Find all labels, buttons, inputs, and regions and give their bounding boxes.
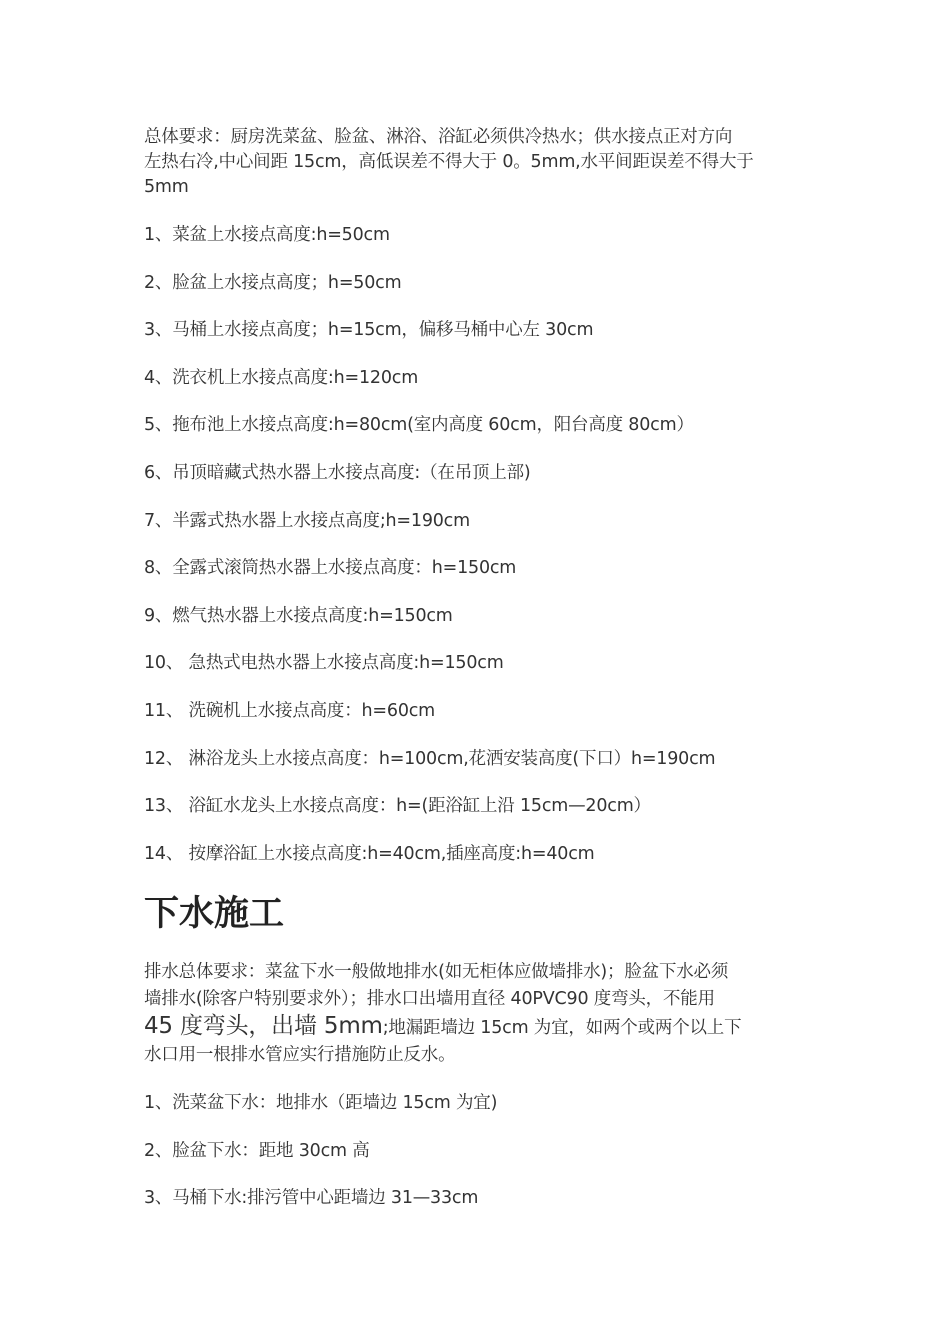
drain-item: 3、马桶下水:排污管中心距墙边 31—33cm — [144, 1188, 479, 1208]
supply-intro-paragraph — [144, 125, 814, 200]
section-heading: 下水施工 — [144, 894, 285, 934]
drain-item: 1、洗菜盆下水：地排水（距墙边 15cm 为宜) — [144, 1093, 498, 1113]
supply-item: 3、马桶上水接点高度；h=15cm，偏移马桶中心左 30cm — [144, 320, 594, 340]
drain-intro-text: ;地漏距墙边 15cm 为宜，如两个或两个以上下 — [382, 1018, 742, 1038]
supply-item: 2、脸盆上水接点高度；h=50cm — [144, 273, 402, 293]
supply-item: 14、 按摩浴缸上水接点高度:h=40cm,插座高度:h=40cm — [144, 844, 595, 864]
supply-item: 5、拖布池上水接点高度:h=80cm(室内高度 60cm，阳台高度 80cm） — [144, 415, 694, 435]
supply-item: 1、菜盆上水接点高度:h=50cm — [144, 225, 390, 245]
supply-item: 11、 洗碗机上水接点高度：h=60cm — [144, 701, 436, 721]
supply-item: 7、半露式热水器上水接点高度;h=190cm — [144, 511, 470, 531]
supply-item: 10、 急热式电热水器上水接点高度:h=150cm — [144, 653, 504, 673]
drain-intro-line — [144, 1013, 814, 1042]
drain-intro-line: 墙排水(除客户特别要求外）；排水口出墙用直径 40PVC90 度弯头，不能用 — [144, 989, 715, 1009]
supply-item: 12、 淋浴龙头上水接点高度：h=100cm,花洒安装高度(下口）h=190cm — [144, 749, 716, 769]
supply-item: 4、洗衣机上水接点高度:h=120cm — [144, 368, 419, 388]
drain-intro-line: 水口用一根排水管应实行措施防止反水。 — [144, 1045, 456, 1065]
supply-item: 9、燃气热水器上水接点高度:h=150cm — [144, 606, 453, 626]
drain-intro-line: 排水总体要求：菜盆下水一般做地排水(如无柜体应做墙排水)；脸盆下水必须 — [144, 962, 729, 982]
supply-item: 13、 浴缸水龙头上水接点高度：h=(距浴缸上沿 15cm—20cm） — [144, 796, 651, 816]
drain-intro-paragraph — [144, 959, 814, 1069]
supply-item: 6、吊顶暗藏式热水器上水接点高度:（在吊顶上部) — [144, 463, 531, 483]
drain-item: 2、脸盆下水：距地 30cm 高 — [144, 1141, 370, 1161]
drain-intro-emphasis: 45 度弯头，出墙 5mm — [144, 1013, 383, 1039]
supply-item: 8、全露式滚筒热水器上水接点高度：h=150cm — [144, 558, 517, 578]
supply-intro-line: 5mm — [144, 177, 189, 197]
supply-intro-line: 左热右冷,中心间距 15cm，高低误差不得大于 0。5mm,水平间距误差不得大于 — [144, 152, 754, 172]
supply-intro-line: 总体要求：厨房洗菜盆、脸盆、淋浴、浴缸必须供冷热水；供水接点正对方向 — [144, 127, 733, 147]
